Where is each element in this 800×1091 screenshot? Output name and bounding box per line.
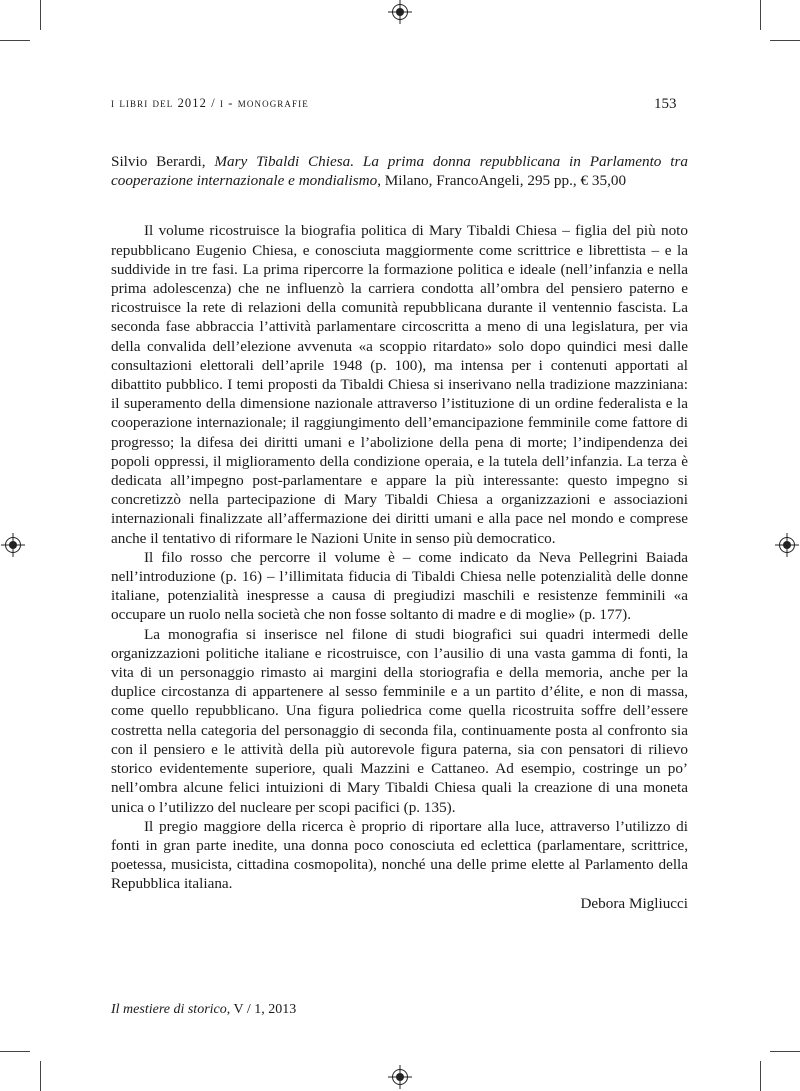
book-author: Silvio Berardi, bbox=[111, 153, 206, 170]
paragraph: La monografia si inserisce nel filone di studi biografici sui quadri intermedi delle organizzazioni politiche italiane e ricostruisce, con l’ausilio di una vasta gamma di fonti, la vita di un personaggio rimasto ai margini della storiografia e della memoria, anche per la duplice circostanza di appartenere al sesso femminile e a un partito d’élite, e non di massa, come quello repubblicano. Una figura poliedrica come quella ricostruita soffre dell’essere costretta nella categoria del personaggio di seconda fila, continuamente posta al confronto sia con il pensiero e le attività della più autorevole figura paterna, sia con pensatori di rilievo storico evidentemente superiore, quali Mazzini e Cattaneo. Ad esempio, costringe un po’ nell’ombra alcune felici intuizioni di Mary Tibaldi Chiesa quali la creazione di una moneta unica o l’utilizzo del nucleare per scopi pacifici (p. 135). bbox=[111, 625, 688, 816]
registration-mark-icon bbox=[392, 1069, 408, 1085]
registration-mark-icon bbox=[392, 4, 408, 20]
paragraph: Il volume ricostruisce la biografia politica di Mary Tibaldi Chiesa – figlia del più noto repubblicano Eugenio Chiesa, e conosciuta maggiormente come scrittrice e librettista – e la suddivide in tre fasi. La prima ripercorre la formazione politica e ideale (nell’infanzia e nella prima adolescenza) che ne influenzò la carriera condotta all’ombra del pensiero paterno e ricostruisce la rete di relazioni della comunità repubblicana durante il ventennio fascista. La seconda fase abbraccia l’attività parlamentare circoscritta a meno di una legislatura, per via della convalida dell’elezione avvenuta «a scoppio ritardato» solo dopo quindici mesi dalle consultazioni elettorali dell’aprile 1948 (p. 100), ma intensa per i contenuti apportati al dibattito pubblico. I temi proposti da Tibaldi Chiesa si inserivano nella tradizione mazziniana: il superamento della dimensione nazionale attraverso l’istituzione di un ordine federalista e la cooperazione internazionale; il raggiungimento dell’emancipazione femminile come fattore di progresso; la difesa dei diritti umani e l’abolizione della pena di morte; l’indipendenza dei popoli oppressi, il miglioramento della condizione operaia, e la tutela dell’infanzia. La terza è dedicata all’impegno post-parlamentare e appare la più interessante: questo impegno si concretizzò nella partecipazione di Mary Tibaldi Chiesa a organizzazioni e associazioni internazionali finalizzate all’affermazione dei diritti umani e alla pace nel mondo e comprese anche il tentativo di riformare le Nazioni Unite in senso più democratico. bbox=[111, 222, 688, 547]
book-citation bbox=[111, 152, 688, 190]
crop-mark-top-left bbox=[40, 0, 41, 30]
registration-mark-icon bbox=[5, 537, 21, 553]
journal-issue: , V / 1, 2013 bbox=[226, 1002, 297, 1017]
crop-mark-top-left-h bbox=[0, 40, 30, 41]
reviewer-signature: Debora Migliucci bbox=[580, 894, 688, 912]
book-title: Mary Tibaldi Chiesa. La prima donna repubblicana in Parlamento tra cooperazione internazionale e mondialismo bbox=[111, 153, 688, 190]
page-number: 153 bbox=[654, 96, 677, 112]
crop-mark-bottom-left-h bbox=[0, 1051, 30, 1052]
paragraph: Il pregio maggiore della ricerca è proprio di riportare alla luce, attraverso l’utilizzo di fonti in gran parte inedite, una donna poco conosciuta ed eclettica (parlamentare, scrittrice, poetessa, musicista, cittadina cosmopolita), nonché una delle prime elette al Parlamento della Repubblica italiana. bbox=[111, 817, 688, 893]
book-publication: , Milano, FrancoAngeli, 295 pp., € 35,00 bbox=[377, 172, 627, 190]
crop-mark-top-right-h bbox=[770, 40, 800, 41]
registration-mark-icon bbox=[779, 537, 795, 553]
journal-footer bbox=[111, 1002, 296, 1018]
running-head: i libri del 2012 / i - monografie bbox=[111, 96, 309, 110]
crop-mark-top-right bbox=[760, 0, 761, 30]
paragraph: Il filo rosso che percorre il volume è – come indicato da Neva Pellegrini Baiada nell’introduzione (p. 16) – l’illimitata fiducia di Tibaldi Chiesa nelle potenzialità delle donne italiane, potenzialità inespresse a causa di pregiudizi maschili e resistenze femminili «a occupare un ruolo nella società che non fosse soltanto di madre e di moglie» (p. 177). bbox=[111, 548, 688, 624]
journal-name: Il mestiere di storico bbox=[111, 1002, 227, 1017]
review-body bbox=[111, 152, 688, 913]
crop-mark-bottom-right-h bbox=[770, 1051, 800, 1052]
crop-mark-bottom-left bbox=[40, 1061, 41, 1091]
crop-mark-bottom-right bbox=[760, 1061, 761, 1091]
